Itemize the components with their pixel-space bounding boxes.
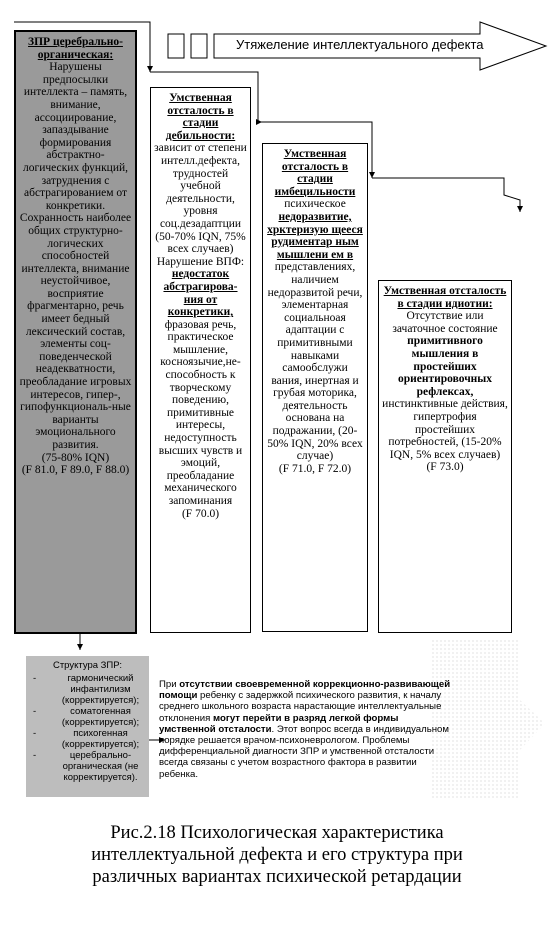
idiocy-box [378, 280, 512, 633]
zpr-box [14, 30, 137, 634]
structure-item: - церебрально-органическая (не корректируется). [33, 750, 139, 783]
zpr-text-1: Нарушены предпосылки интеллекта – память, внимание, ассоциирование, запаздывание формирования абстрактно-логических функций, затруднения с абстрагированием от конкретики. [23, 61, 128, 212]
caption-line-1: Рис.2.18 Психологическая характеристика [110, 823, 444, 843]
debility-box [150, 87, 251, 633]
structure-item: - гармонический инфантилизм (корректируется); [33, 673, 140, 706]
debility-codes: (F 70.0) [181, 507, 220, 520]
idiocy-codes: (F 73.0) [426, 461, 464, 474]
idiocy-text-3: инстинктивные действия, гипертрофия простейших потребностей, (15-20% IQN, 5% всех случаев) [382, 398, 508, 461]
zpr-codes: (F 81.0, F 89.0, F 88.0) [21, 464, 130, 477]
imbecility-codes: (F 71.0, F 72.0) [278, 462, 352, 475]
debility-text-3: недостаток абстрагирова-ния от конкретики, [163, 268, 238, 319]
structure-title: Структура ЗПР: [52, 660, 123, 671]
debility-text-1: зависит от степени интелл.дефекта, трудностей учебной деятельности, уровня соц.дезадаптции (50-70% IQN, 75% всех случаев) [154, 142, 247, 256]
debility-title: Умственная отсталость в стадии дебильности: [165, 92, 236, 142]
idiocy-text-2: примитивного мышления в простейших ориентировочных рефлексах, [397, 335, 493, 398]
figure-caption [0, 822, 554, 888]
imbecility-box [262, 143, 368, 632]
idiocy-title: Умственная отсталость в стадии идиотии: [383, 285, 507, 310]
zpr-text-2: Сохранность наиболее общих структурно-логических способностей интеллекта, внимание неустойчивое, восприятие фрагментарно, речь имеет бедный лексический состав, элементы соц-поведенческой неадекватности, преобладание игровых интересов, гипер-, гипофункциональ-ные варианты эмоционального развития. [19, 212, 132, 451]
imbecility-text-3: представлениях, наличием недоразвитой речи, элементарная социальноая адаптации с примитивными навыками самообслужи вания, инертная и грубая моторика, деятельность основана на подражании, (20-50% IQN, 20% всех случае) [267, 261, 363, 463]
imbecility-text-1: психическое [284, 198, 346, 211]
zpr-title: ЗПР церебрально-органическая: [28, 36, 123, 61]
imbecility-title: Умственная отсталость в стадии имбецильности [274, 148, 356, 198]
debility-text-4: фразовая речь, практическое мышление, косноязычие,не-способность к творческому поведению, примитивные интересы, недоступность высших чувств и эмоций, преобладание механического запоминания [158, 318, 243, 507]
structure-item: - соматогенная (корректируется); [33, 706, 140, 728]
zpr-iq: (75-80% IQN) [41, 451, 110, 464]
zpr-structure-box [26, 656, 149, 797]
correction-note: При отсутствии своевременной коррекционно-развивающей помощи ребенку с задержкой психического развития, к началу среднего школьного возраста нарастающие интеллектуальные отклонения могут перейти в разряд легкой формы умственной отсталости. Этот вопрос всегда в индивидуальном порядке решается врачом-психоневрологом. Проблемы дифференциальной диагности ЗПР и умственной отсталости всегда связаны с учетом возрастного фактора в развитии ребенка. [159, 679, 451, 780]
imbecility-text-2: недоразвитие, хрктеризую щееся рудиментар ным мышлени ем в [267, 210, 363, 261]
caption-line-2: интеллектуальной дефекта и его структура при [91, 845, 463, 865]
structure-item: - психогенная (корректируется); [33, 728, 140, 750]
caption-line-3: различных вариантах психической ретардации [92, 867, 462, 887]
debility-text-2: Нарушение ВПФ: [156, 255, 245, 268]
idiocy-text-1: Отсутствие или зачаточное состояние [392, 310, 498, 335]
severity-arrow-label: Утяжеление интеллектуального дефекта [236, 37, 484, 52]
